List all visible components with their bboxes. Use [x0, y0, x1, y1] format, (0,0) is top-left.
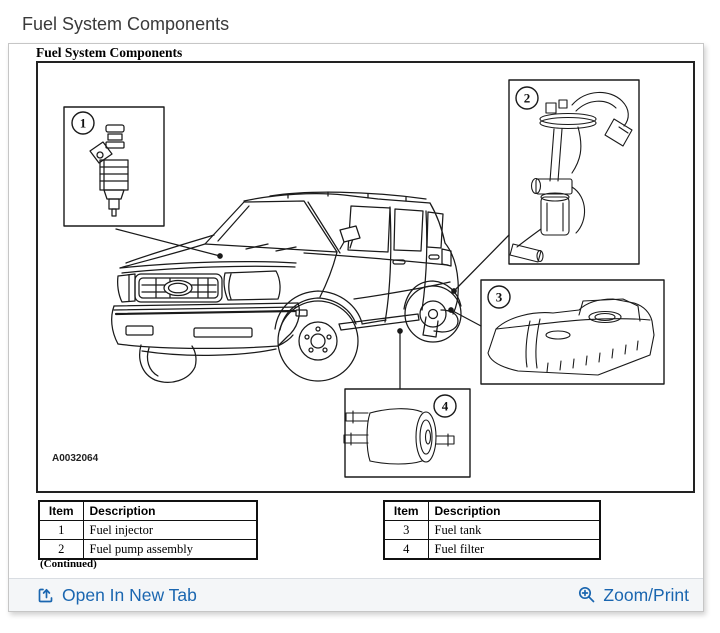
table-row — [39, 521, 257, 540]
open-in-new-tab-link[interactable] — [38, 585, 197, 606]
item-description: Fuel injector — [83, 521, 257, 540]
item-description: Fuel filter — [428, 540, 600, 560]
page-title: Fuel System Components — [22, 14, 230, 34]
table-row — [384, 540, 600, 560]
component-table-right — [383, 500, 601, 560]
col-header-item: Item — [39, 501, 83, 521]
table-row — [384, 521, 600, 540]
callout-number-1: 1 — [79, 115, 87, 131]
item-description: Fuel pump assembly — [83, 540, 257, 560]
callout-number-3: 3 — [495, 289, 503, 305]
col-header-item: Item — [384, 501, 428, 521]
zoom-print-label: Zoom/Print — [603, 584, 689, 605]
table-header-row — [384, 501, 600, 521]
zoom-magnifier-icon — [578, 586, 596, 604]
open-in-new-tab-label: Open In New Tab — [62, 584, 197, 605]
item-number: 4 — [384, 540, 428, 560]
item-number: 2 — [39, 540, 83, 560]
vehicle-diagram-svg — [38, 63, 693, 491]
callout-number-2: 2 — [523, 90, 531, 106]
table-header-row — [39, 501, 257, 521]
panel-heading: Fuel System Components — [36, 45, 183, 60]
item-description: Fuel tank — [428, 521, 600, 540]
item-number: 1 — [39, 521, 83, 540]
zoom-print-link[interactable] — [578, 585, 689, 606]
col-header-description: Description — [428, 501, 600, 521]
diagram-viewer-panel — [8, 43, 704, 612]
table-row — [39, 540, 257, 560]
fuel-system-diagram — [36, 61, 695, 493]
viewer-footer-bar — [9, 578, 703, 611]
callout-number-4: 4 — [441, 398, 449, 414]
continued-note: (Continued) — [40, 558, 97, 570]
figure-code: A0032064 — [52, 453, 99, 464]
open-in-new-tab-icon — [38, 587, 55, 604]
item-number: 3 — [384, 521, 428, 540]
col-header-description: Description — [83, 501, 257, 521]
component-table-left — [38, 500, 258, 560]
